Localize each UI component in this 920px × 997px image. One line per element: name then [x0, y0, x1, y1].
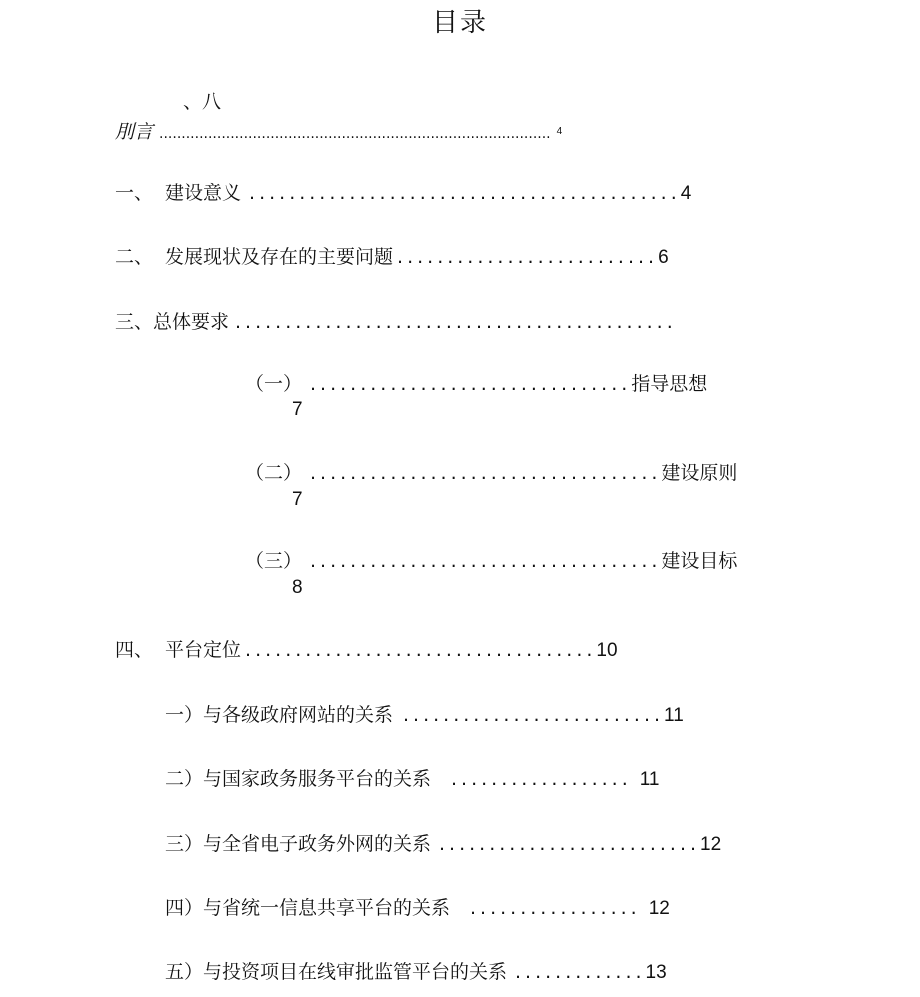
toc-page-number: 4: [680, 183, 692, 204]
toc-leader-dots: ................................: [310, 373, 632, 395]
toc-entry-label: 五）与投资项目在线审批监管平台的关系: [165, 961, 508, 983]
toc-page-number: 7: [292, 399, 303, 420]
toc-entry-4-1[interactable]: [165, 703, 684, 728]
toc-page-number: 11: [639, 769, 660, 790]
toc-entry-label: 三）与全省电子政务外网的关系: [165, 833, 432, 855]
toc-entry-label: 发展现状及存在的主要问题: [165, 246, 394, 268]
toc-leader-dots: ..................: [451, 768, 632, 790]
toc-entry-prefix: （一）: [245, 373, 303, 395]
toc-page-number: 7: [292, 489, 303, 510]
toc-page-number: 13: [645, 962, 667, 983]
toc-leader-dots: ............................................: [235, 311, 677, 333]
toc-leader-dots: ..........................: [439, 833, 701, 855]
toc-entry-3[interactable]: [115, 310, 677, 334]
toc-page-number: 4: [556, 126, 563, 137]
page-title: 目录: [431, 8, 488, 38]
toc-entry-label: 二）与国家政务服务平台的关系: [165, 768, 432, 790]
toc-page-number: 11: [664, 705, 684, 726]
toc-leader-dots: ..........................: [403, 704, 665, 726]
toc-entry-3-2[interactable]: [245, 461, 737, 485]
toc-leader-dots: .............: [515, 961, 646, 983]
toc-entry-label: 建设原则: [661, 462, 738, 484]
toc-entry-label: 一）与各级政府网站的关系: [165, 704, 394, 726]
toc-page-number: 6: [658, 247, 669, 268]
toc-leader-dots: ...................................: [245, 639, 597, 661]
toc-entry-label: 建设目标: [661, 550, 738, 572]
toc-entry-1[interactable]: [115, 181, 691, 206]
toc-entry-4[interactable]: [115, 638, 618, 663]
toc-entry-label: 建设意义: [165, 182, 242, 204]
toc-page-number: 12: [700, 834, 722, 855]
toc-entry-label: 四）与省统一信息共享平台的关系: [165, 897, 451, 919]
toc-leader-dots: ...................................: [310, 550, 662, 572]
toc-leader-dots: ...................................: [310, 462, 662, 484]
toc-entry-prefix: 二、: [115, 246, 154, 268]
toc-entry-label: 平台定位: [165, 639, 242, 661]
toc-entry-preface[interactable]: [115, 120, 562, 146]
toc-entry-4-3[interactable]: [165, 832, 721, 857]
toc-page-number: 10: [596, 640, 618, 661]
toc-leader-dots: ........................................................................................: [159, 126, 551, 142]
toc-leader-dots: ..........................: [397, 246, 659, 268]
toc-leader-dots: ...........................................: [249, 182, 681, 204]
toc-entry-label: 指导思想: [631, 373, 708, 395]
preface-top-fragment: 、八: [183, 91, 222, 113]
toc-entry-2[interactable]: [115, 245, 669, 270]
toc-entry-3-1[interactable]: [245, 372, 707, 396]
toc-entry-3-3[interactable]: [245, 549, 737, 573]
toc-entry-prefix: （二）: [245, 462, 303, 484]
toc-entry-label: 刖言: [115, 121, 154, 143]
toc-entry-4-2[interactable]: [165, 767, 659, 792]
toc-entry-prefix: （三）: [245, 550, 303, 572]
toc-page-number: 12: [648, 898, 670, 919]
toc-page-number: 8: [292, 577, 303, 598]
toc-entry-4-5[interactable]: [165, 960, 667, 985]
toc-entry-prefix: 四、: [115, 639, 154, 661]
toc-leader-dots: .................: [470, 897, 641, 919]
toc-entry-prefix: 一、: [115, 182, 154, 204]
toc-entry-label: 三、总体要求: [115, 311, 230, 333]
toc-entry-4-4[interactable]: [165, 896, 670, 921]
